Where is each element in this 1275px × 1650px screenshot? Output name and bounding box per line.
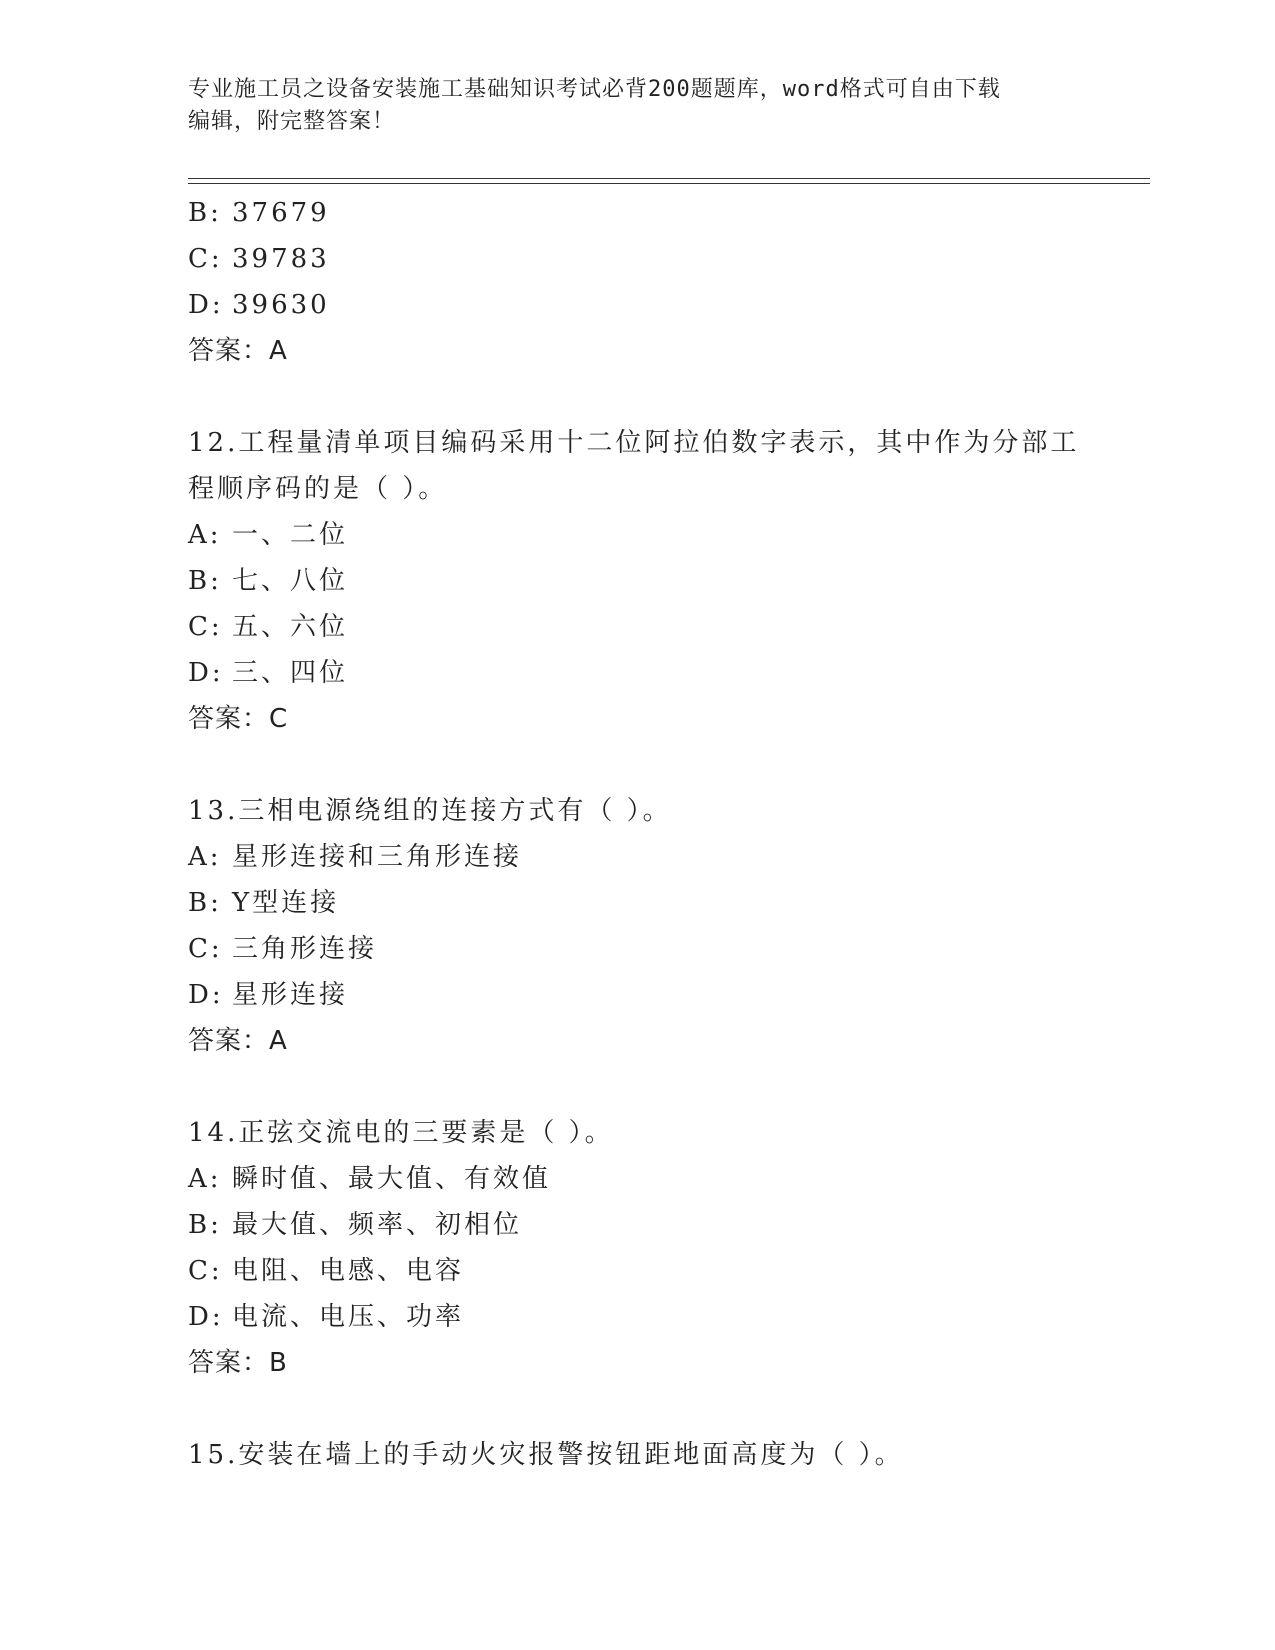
question-content xyxy=(188,190,1088,1478)
option-text: 一、二位 xyxy=(232,520,349,550)
question-14 xyxy=(188,1110,1088,1386)
option-key: A: xyxy=(188,1164,222,1194)
option-c xyxy=(188,926,1088,972)
question-stem-line-1: 12.工程量清单项目编码采用十二位阿拉伯数字表示，其中作为分部工 xyxy=(188,428,1080,458)
option-key: B: xyxy=(188,566,222,596)
option-text: 电阻、电感、电容 xyxy=(232,1256,465,1286)
answer: 答案：B xyxy=(188,1348,288,1378)
option-key: C: xyxy=(188,612,223,642)
question-12 xyxy=(188,420,1088,742)
option-text: 电流、电压、功率 xyxy=(232,1302,465,1332)
question-11-tail xyxy=(188,190,1088,374)
question-stem: 14.正弦交流电的三要素是（ ）。 xyxy=(188,1118,614,1148)
option-c xyxy=(188,236,1088,282)
header-divider xyxy=(188,178,1150,184)
option-c xyxy=(188,604,1088,650)
option-d xyxy=(188,1294,1088,1340)
option-key: A: xyxy=(188,520,222,550)
option-text: 37679 xyxy=(232,198,330,228)
option-key: C: xyxy=(188,1256,223,1286)
option-key: A: xyxy=(188,842,222,872)
header-title-line-1: 专业施工员之设备安装施工基础知识考试必背200题题库，word格式可自由下载 xyxy=(188,77,1001,102)
option-key: B: xyxy=(188,198,222,228)
option-text: 最大值、频率、初相位 xyxy=(232,1210,523,1240)
option-text: 39630 xyxy=(232,290,330,320)
question-15 xyxy=(188,1432,1088,1478)
option-key: D: xyxy=(188,1302,224,1332)
question-13 xyxy=(188,788,1088,1064)
spacer xyxy=(188,1386,1088,1432)
option-key: D: xyxy=(188,980,224,1010)
option-text: 39783 xyxy=(232,244,330,274)
question-stem-line-2: 程顺序码的是（ ）。 xyxy=(188,474,448,504)
spacer xyxy=(188,1064,1088,1110)
option-b xyxy=(188,880,1088,926)
option-text: 七、八位 xyxy=(232,566,349,596)
answer: 答案：A xyxy=(188,336,288,366)
option-a xyxy=(188,512,1088,558)
option-key: C: xyxy=(188,244,223,274)
option-d xyxy=(188,282,1088,328)
option-key: B: xyxy=(188,888,222,918)
option-key: B: xyxy=(188,1210,222,1240)
answer: 答案：A xyxy=(188,1026,288,1056)
option-text: 三角形连接 xyxy=(232,934,378,964)
option-text: 瞬时值、最大值、有效值 xyxy=(232,1164,552,1194)
answer: 答案：C xyxy=(188,704,289,734)
spacer xyxy=(188,742,1088,788)
page-header xyxy=(188,74,1068,138)
option-a xyxy=(188,1156,1088,1202)
option-text: 三、四位 xyxy=(232,658,349,688)
option-text: 星形连接 xyxy=(232,980,349,1010)
option-d xyxy=(188,650,1088,696)
option-text: Y型连接 xyxy=(232,888,340,918)
option-key: D: xyxy=(188,658,224,688)
question-stem: 13.三相电源绕组的连接方式有（ ）。 xyxy=(188,796,672,826)
option-key: D: xyxy=(188,290,224,320)
option-text: 星形连接和三角形连接 xyxy=(232,842,523,872)
spacer xyxy=(188,374,1088,420)
option-d xyxy=(188,972,1088,1018)
option-a xyxy=(188,834,1088,880)
option-b xyxy=(188,558,1088,604)
option-key: C: xyxy=(188,934,223,964)
option-text: 五、六位 xyxy=(232,612,349,642)
question-stem: 15.安装在墙上的手动火灾报警按钮距地面高度为（ ）。 xyxy=(188,1440,904,1470)
option-b xyxy=(188,190,1088,236)
option-b xyxy=(188,1202,1088,1248)
option-c xyxy=(188,1248,1088,1294)
header-title-line-2: 编辑，附完整答案！ xyxy=(188,109,396,134)
